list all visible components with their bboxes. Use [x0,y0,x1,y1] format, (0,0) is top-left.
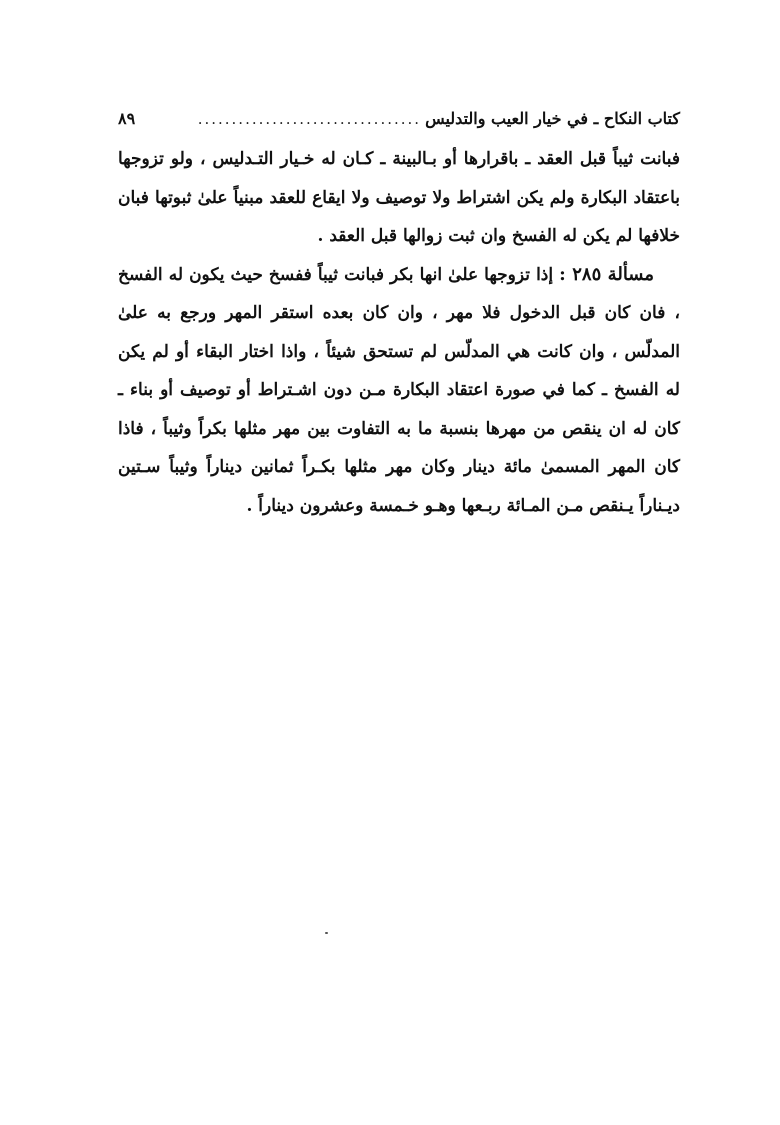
running-title: كتاب النكاح ـ في خيار العيب والتدليس [425,109,680,128]
running-header [118,104,680,134]
page-number: ٨٩ [118,109,136,128]
paragraph-2-text: إذا تزوجها علىٰ انها بكر فبانت ثيباً ففسخ حيث يكون له الفسخ ، فان كان قبل الدخول فلا مهر ، وان كان بعده استقر المهر ورجع به علىٰ المدلّس ، وان كانت هي المدلّس لم تستحق شيئاً ، واذا اختار البقاء أو لم يكن له الفسخ ـ كما في صورة اعتقاد البكارة مـن دون اشـتراط أو توصيف أو بناء ـ كان له ان ينقص من مهرها بنسبة ما به التفاوت بين مهر مثلها بكراً وثيباً ، فاذا كان المهر المسمىٰ مائة دينار وكان مهر مثلها بكـراً ثمانين ديناراً وثيباً سـتين ديـناراً يـنقص مـن المـائة ربـعها وهـو خـمسة وعشرون ديناراً . [118,264,680,516]
body-text [118,140,680,525]
dot-leader: ................................. [197,110,422,128]
issue-number-label: مسألة ٢٨٥ : [559,263,655,285]
scan-speck [325,932,328,934]
paragraph-1: فبانت ثيباً قبل العقد ـ باقرارها أو بـالبينة ـ كـان له خـيار التـدليس ، ولو تزوجها باعتقاد البكارة ولم يكن اشتراط ولا توصيف ولا ايقاع للعقد مبنياً علىٰ ثبوتها فبان خلافها لم يكن له الفسخ وان ثبت زوالها قبل العقد . [118,149,680,246]
paragraph-2 [118,256,680,526]
